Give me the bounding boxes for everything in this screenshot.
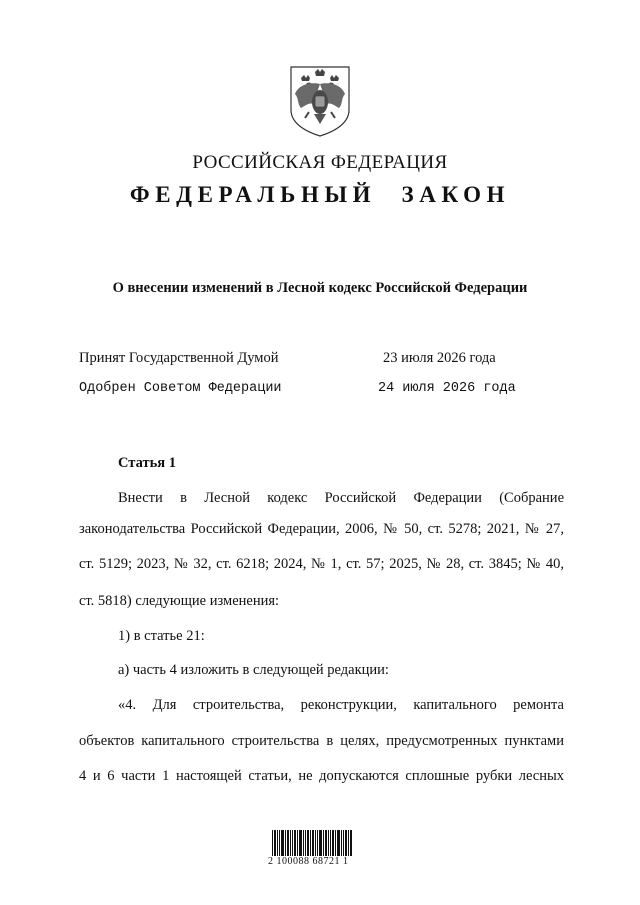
article-text-line: Внести в Лесной кодекс Российской Федерации (Собрание	[118, 490, 564, 506]
article-text-line: законодательства Российской Федерации, 2006, № 50, ст. 5278; 2021, № 27,	[79, 521, 564, 537]
barcode-image	[272, 830, 352, 856]
article-text-line: объектов капитального строительства в целях, предусмотренных пунктами	[79, 733, 564, 749]
article-text-line: 4 и 6 части 1 настоящей статьи, не допускаются сплошные рубки лесных	[79, 768, 564, 784]
duma-adoption-date: 23 июля 2026 года	[383, 350, 496, 366]
article-text-line: ст. 5818) следующие изменения:	[79, 593, 280, 609]
law-title: О внесении изменений в Лесной кодекс Российской Федерации	[112, 280, 528, 296]
country-name: РОССИЙСКАЯ ФЕДЕРАЦИЯ	[192, 152, 448, 173]
barcode-number: 2 100088 68721 1	[268, 856, 349, 867]
article-text-line: «4. Для строительства, реконструкции, капитального ремонта	[118, 697, 564, 713]
duma-adoption-label: Принят Государственной Думой	[79, 350, 279, 366]
council-approval-label: Одобрен Советом Федерации	[79, 381, 282, 396]
council-approval-date: 24 июля 2026 года	[378, 381, 516, 396]
coat-of-arms-emblem	[287, 64, 353, 138]
document-type: ФЕДЕРАЛЬНЫЙ ЗАКОН	[129, 182, 511, 207]
article-text-line: ст. 5129; 2023, № 32, ст. 6218; 2024, № 1, ст. 57; 2025, № 28, ст. 3845; № 40,	[79, 556, 564, 572]
article-text-line: а) часть 4 изложить в следующей редакции:	[118, 662, 389, 678]
article-heading: Статья 1	[118, 455, 176, 471]
article-text-line: 1) в статье 21:	[118, 628, 205, 644]
